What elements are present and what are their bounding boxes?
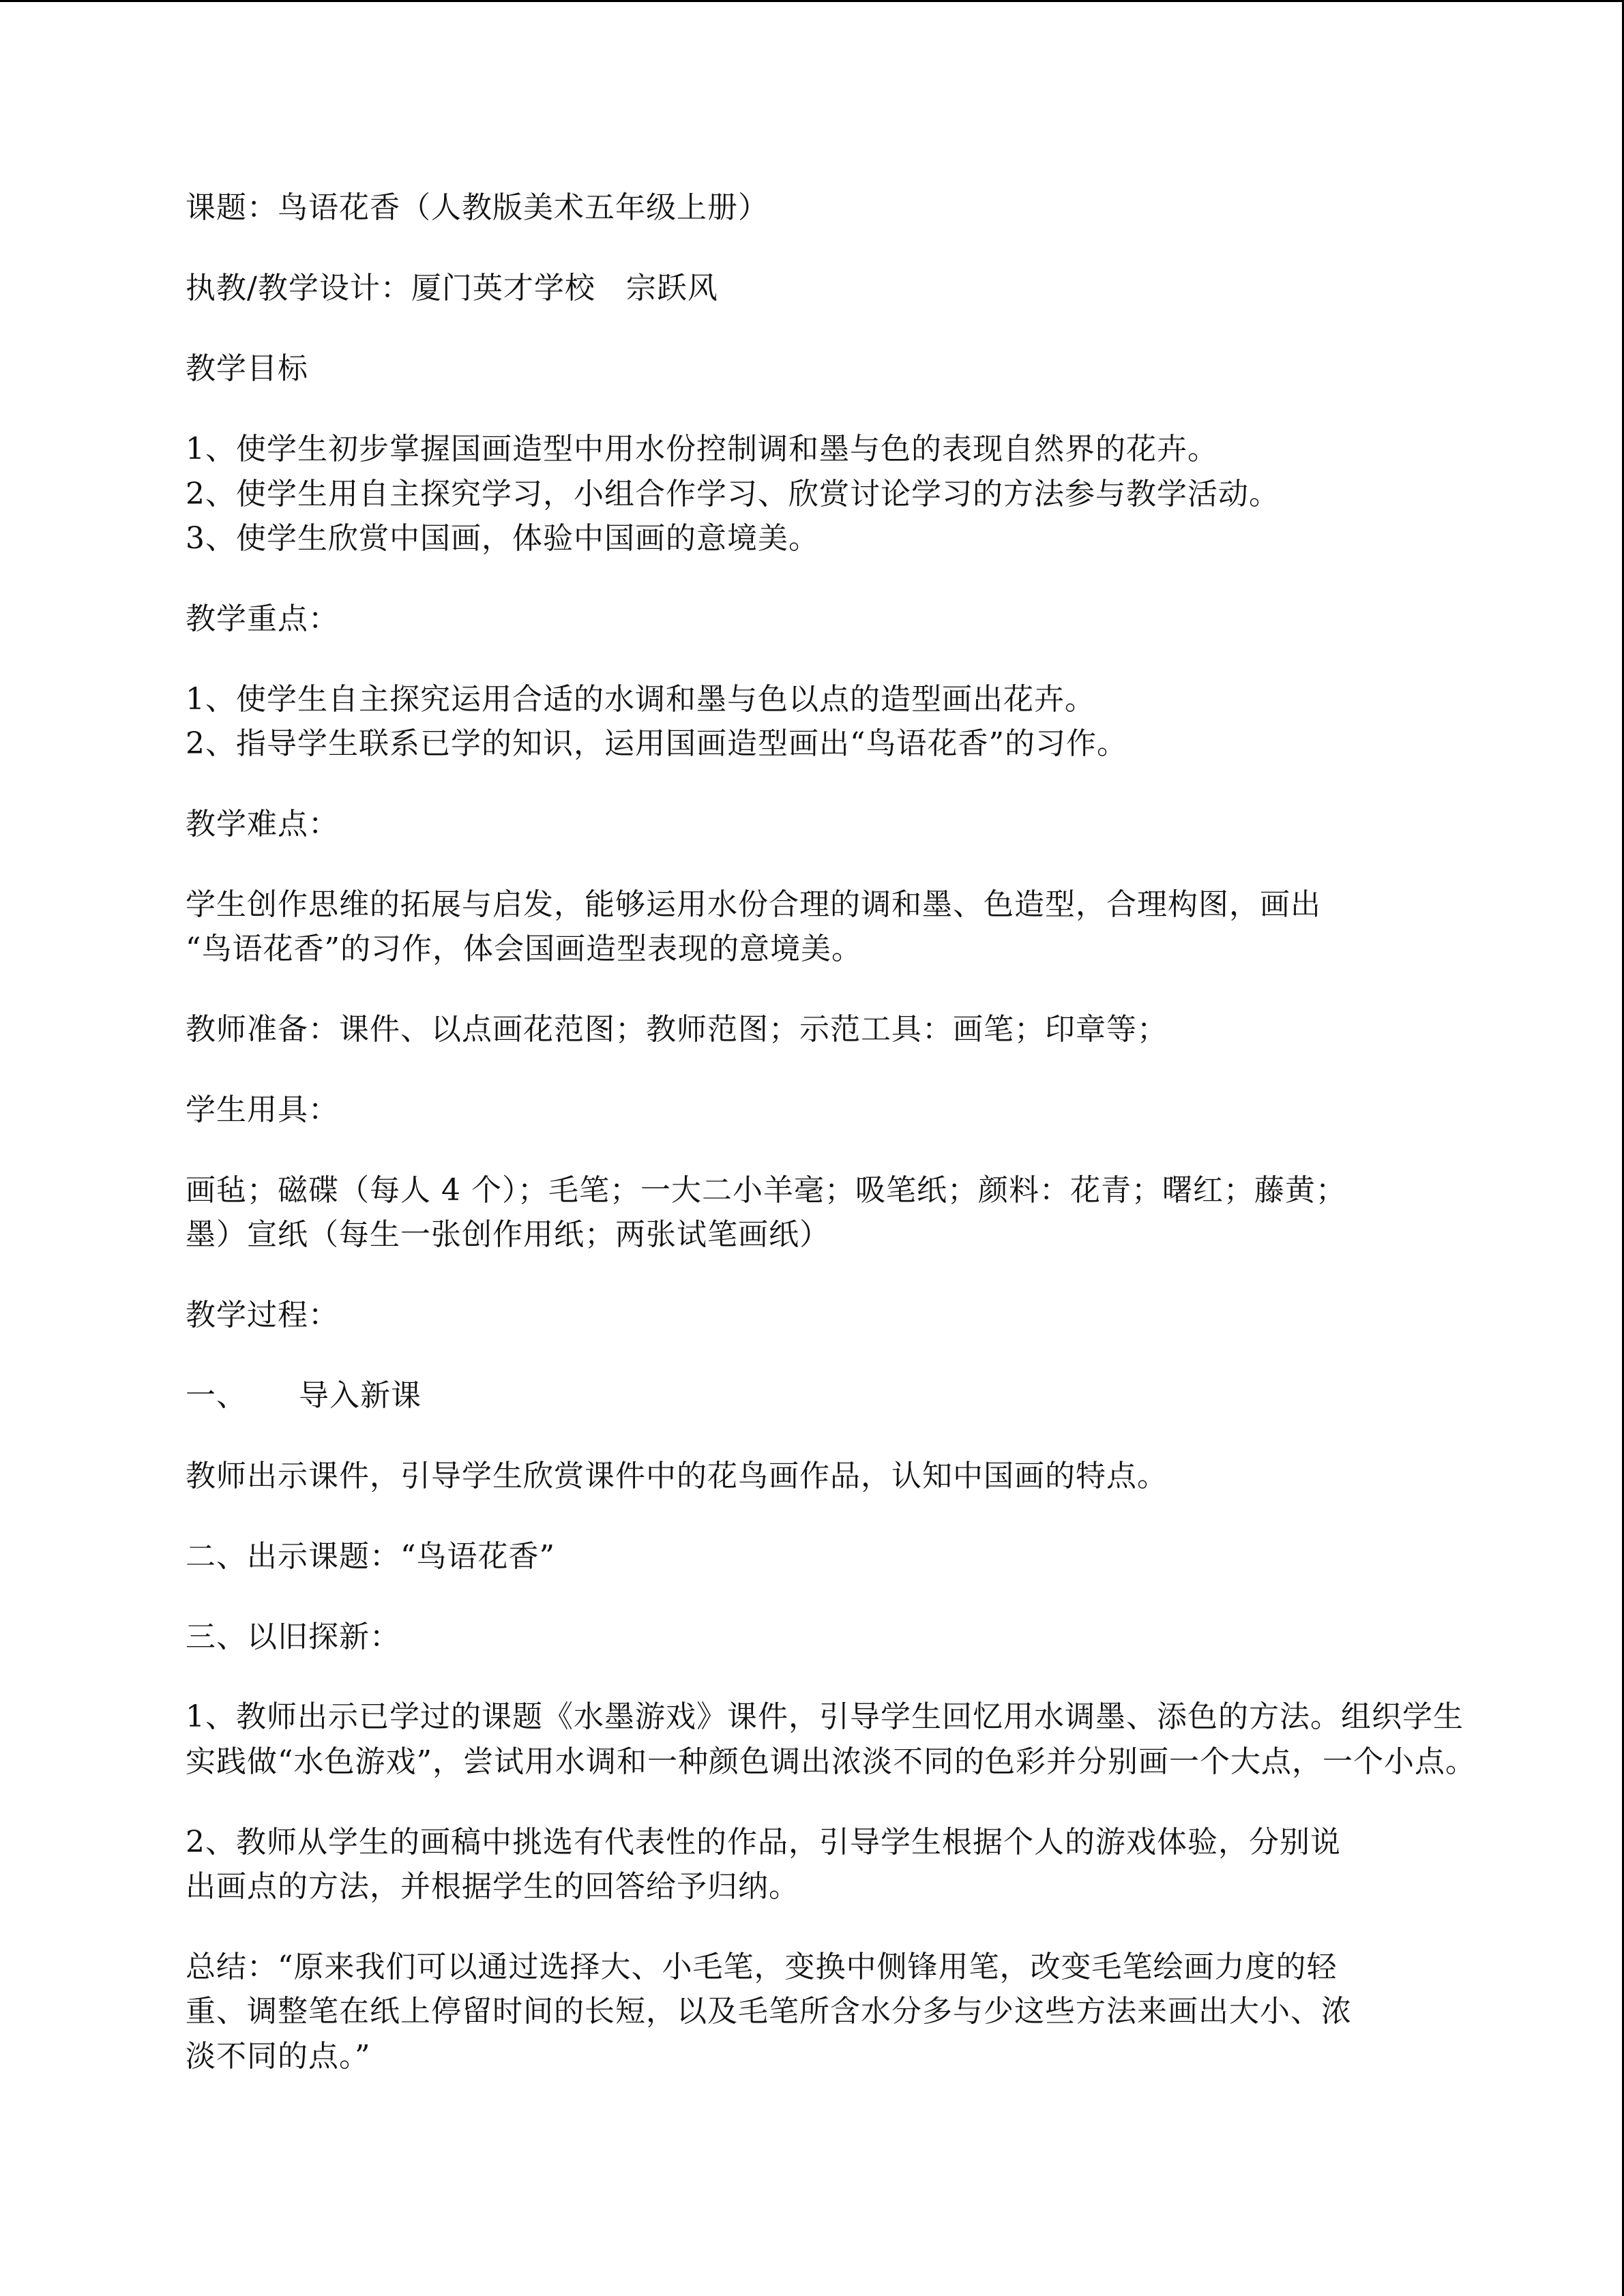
process-heading: 教学过程：: [186, 1298, 339, 1332]
student-tools-line: 墨）宣纸（每生一张创作用纸；两张试笔画纸）: [186, 1217, 830, 1252]
process-step-1: [186, 1375, 422, 1416]
designer-line: 执教/教学设计：厦门英才学校 宗跃风: [186, 271, 718, 305]
difficulties-text-line: 学生创作思维的拓展与启发，能够运用水份合理的调和墨、色造型，合理构图，画出: [186, 887, 1321, 922]
summary-line: 总结：“原来我们可以通过选择大、小毛笔，变换中侧锋用笔，改变毛笔绘画力度的轻: [186, 1950, 1338, 1984]
key-points-heading: 教学重点：: [186, 601, 339, 636]
summary-line: 重、调整笔在纸上停留时间的长短，以及毛笔所含水分多与少这些方法来画出大小、浓: [186, 1994, 1352, 2029]
teacher-prep: 教师准备：课件、以点画花范图；教师范图；示范工具：画笔；印章等；: [186, 1012, 1168, 1047]
difficulties-text-line: “鸟语花香”的习作，体会国画造型表现的意境美。: [186, 931, 862, 966]
objectives-heading: 教学目标: [186, 351, 308, 386]
step-3-paragraph-1-line: 1、教师出示已学过的课题《水墨游戏》课件，引导学生回忆用水调墨、添色的方法。组织学生: [186, 1699, 1464, 1734]
step-3-paragraph-1-line: 实践做“水色游戏”，尝试用水调和一种颜色调出浓淡不同的色彩并分别画一个大点，一个小点。: [186, 1744, 1476, 1779]
step-1-text: 教师出示课件，引导学生欣赏课件中的花鸟画作品，认知中国画的特点。: [186, 1459, 1168, 1493]
step-1-title: 导入新课: [299, 1378, 422, 1413]
process-step-3: 三、以旧探新：: [186, 1620, 400, 1654]
key-point-item: 1、使学生自主探究运用合适的水调和墨与色以点的造型画出花卉。: [186, 682, 1095, 717]
key-point-item: 2、指导学生联系已学的知识，运用国画造型画出“鸟语花香”的习作。: [186, 726, 1127, 761]
step-1-number: 一、: [186, 1378, 247, 1413]
lesson-title: 课题：鸟语花香（人教版美术五年级上册）: [186, 190, 769, 225]
step-3-paragraph-2-line: 2、教师从学生的画稿中挑选有代表性的作品，引导学生根据个人的游戏体验，分别说: [186, 1825, 1341, 1860]
process-step-2: 二、出示课题：“鸟语花香”: [186, 1539, 555, 1574]
difficulties-heading: 教学难点：: [186, 807, 339, 841]
step-3-paragraph-2-line: 出画点的方法，并根据学生的回答给予归纳。: [186, 1869, 799, 1904]
objective-item: 3、使学生欣赏中国画，体验中国画的意境美。: [186, 521, 819, 556]
objective-item: 1、使学生初步掌握国画造型中用水份控制调和墨与色的表现自然界的花卉。: [186, 432, 1218, 466]
summary-line: 淡不同的点。”: [186, 2039, 371, 2074]
student-tools-line: 画毡；磁碟（每人 4 个）；毛笔；一大二小羊毫；吸笔纸；颜料：花青；曙红；藤黄；: [186, 1173, 1346, 1208]
objective-item: 2、使学生用自主探究学习，小组合作学习、欣赏讨论学习的方法参与教学活动。: [186, 477, 1280, 511]
student-tools-heading: 学生用具：: [186, 1092, 339, 1127]
